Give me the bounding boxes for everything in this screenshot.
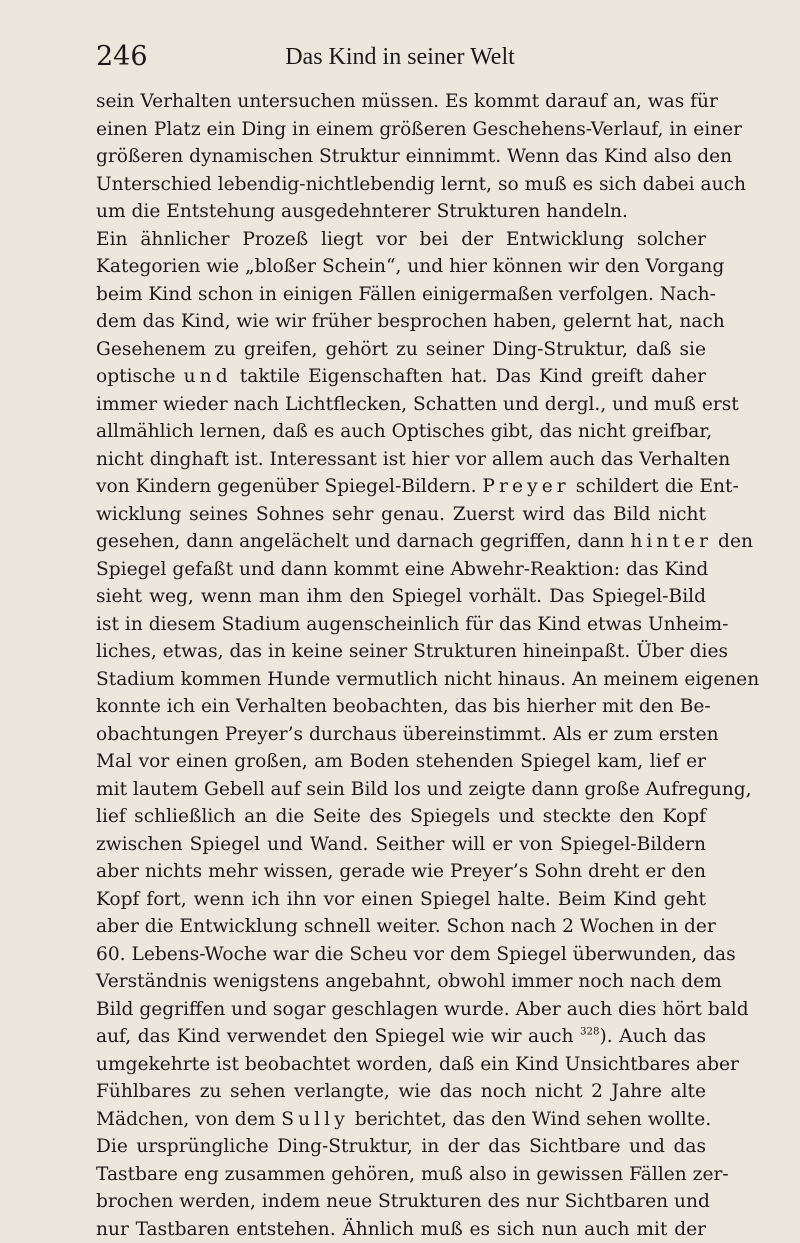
text-line: [96, 363, 706, 391]
text-line: Mal vor einen großen, am Boden stehenden Spiegel kam, lief er: [96, 748, 706, 776]
text-line: [96, 1106, 706, 1134]
page-header: [96, 40, 704, 74]
text-line: größeren dynamischen Struktur einnimmt. Wenn das Kind also den: [96, 143, 706, 171]
text-line: liches, etwas, das in keine seiner Strukturen hineinpaßt. Über dies: [96, 638, 706, 666]
text-line: umgekehrte ist beobachtet worden, daß ein Kind Unsichtbares aber: [96, 1051, 706, 1079]
text-line: wicklung seines Sohnes sehr genau. Zuerst wird das Bild nicht: [96, 501, 706, 529]
text-line: sein Verhalten untersuchen müssen. Es kommt darauf an, was für: [96, 88, 706, 116]
text-line: Kopf fort, wenn ich ihn vor einen Spiegel halte. Beim Kind geht: [96, 886, 706, 914]
text-line: [96, 473, 706, 501]
text-line: Unterschied lebendig-nichtlebendig lernt, so muß es sich dabei auch: [96, 171, 706, 199]
footnote-reference: 328: [580, 1026, 600, 1037]
paragraph-start-line: Ein ähnlicher Prozeß liegt vor bei der Entwicklung solcher: [96, 226, 706, 254]
emphasis-preyer: Preyer: [482, 476, 569, 497]
text-line: ist in diesem Stadium augenscheinlich für das Kind etwas Unheim-: [96, 611, 706, 639]
text-line: zwischen Spiegel und Wand. Seither will er von Spiegel-Bildern: [96, 831, 706, 859]
text-line: lief schließlich an die Seite des Spiegels und steckte den Kopf: [96, 803, 706, 831]
text-line: mit lautem Gebell auf sein Bild los und zeigte dann große Aufregung,: [96, 776, 706, 804]
text-line: Bild gegriffen und sogar geschlagen wurde. Aber auch dies hört bald: [96, 996, 706, 1024]
text-segment: ). Auch das: [600, 1026, 706, 1047]
page-number: 246: [96, 40, 148, 74]
text-line: beim Kind schon in einigen Fällen einigermaßen verfolgen. Nach-: [96, 281, 706, 309]
text-segment: taktile Eigenschaften hat. Das Kind greift daher: [232, 366, 706, 387]
running-title: Das Kind in seiner Welt: [96, 42, 704, 72]
text-line: brochen werden, indem neue Strukturen des nur Sichtbaren und: [96, 1188, 706, 1216]
text-line: 60. Lebens-Woche war die Scheu vor dem Spiegel überwunden, das: [96, 941, 706, 969]
text-line: allmählich lernen, daß es auch Optisches gibt, das nicht greifbar,: [96, 418, 706, 446]
text-line: Verständnis wenigstens angebahnt, obwohl immer noch nach dem: [96, 968, 706, 996]
emphasis-sully: Sully: [281, 1109, 349, 1130]
text-line: [96, 528, 706, 556]
text-segment: auf, das Kind verwendet den Spiegel wie wir auch: [96, 1026, 580, 1047]
text-segment: berichtet, das den Wind sehen wollte.: [349, 1109, 711, 1130]
emphasis-und: und: [184, 366, 232, 387]
text-segment: den: [712, 531, 753, 552]
text-line: aber nichts mehr wissen, gerade wie Preyer’s Sohn dreht er den: [96, 858, 706, 886]
text-line: Tastbare eng zusammen gehören, muß also in gewissen Fällen zer-: [96, 1161, 706, 1189]
text-line: Gesehenem zu greifen, gehört zu seiner Ding-Struktur, daß sie: [96, 336, 706, 364]
text-line: sieht weg, wenn man ihm den Spiegel vorhält. Das Spiegel-Bild: [96, 583, 706, 611]
text-line: aber die Entwicklung schnell weiter. Schon nach 2 Wochen in der: [96, 913, 706, 941]
text-segment: gesehen, dann angelächelt und darnach gegriffen, dann: [96, 531, 630, 552]
text-line: immer wieder nach Lichtflecken, Schatten und dergl., und muß erst: [96, 391, 706, 419]
text-line: obachtungen Preyer’s durchaus übereinstimmt. Als er zum ersten: [96, 721, 706, 749]
body-text: [96, 88, 706, 1243]
text-line: nur Tastbaren entstehen. Ähnlich muß es sich nun auch mit der: [96, 1216, 706, 1243]
text-line: einen Platz ein Ding in einem größeren Geschehens-Verlauf, in einer: [96, 116, 706, 144]
text-segment: von Kindern gegenüber Spiegel-Bildern.: [96, 476, 482, 497]
text-line: Stadium kommen Hunde vermutlich nicht hinaus. An meinem eigenen: [96, 666, 706, 694]
text-segment: Mädchen, von dem: [96, 1109, 281, 1130]
text-line: Fühlbares zu sehen verlangte, wie das noch nicht 2 Jahre alte: [96, 1078, 706, 1106]
text-line: um die Entstehung ausgedehnterer Strukturen handeln.: [96, 198, 706, 226]
text-line: [96, 1023, 706, 1051]
text-line: konnte ich ein Verhalten beobachten, das bis hierher mit den Be-: [96, 693, 706, 721]
emphasis-hinter: hinter: [630, 531, 712, 552]
text-line: nicht dinghaft ist. Interessant ist hier vor allem auch das Verhalten: [96, 446, 706, 474]
text-line: dem das Kind, wie wir früher besprochen haben, gelernt hat, nach: [96, 308, 706, 336]
text-segment: optische: [96, 366, 184, 387]
text-line: Spiegel gefaßt und dann kommt eine Abwehr-Reaktion: das Kind: [96, 556, 706, 584]
text-segment: schildert die Ent-: [570, 476, 739, 497]
text-line: Die ursprüngliche Ding-Struktur, in der das Sichtbare und das: [96, 1133, 706, 1161]
text-line: Kategorien wie „bloßer Schein“, und hier können wir den Vorgang: [96, 253, 706, 281]
